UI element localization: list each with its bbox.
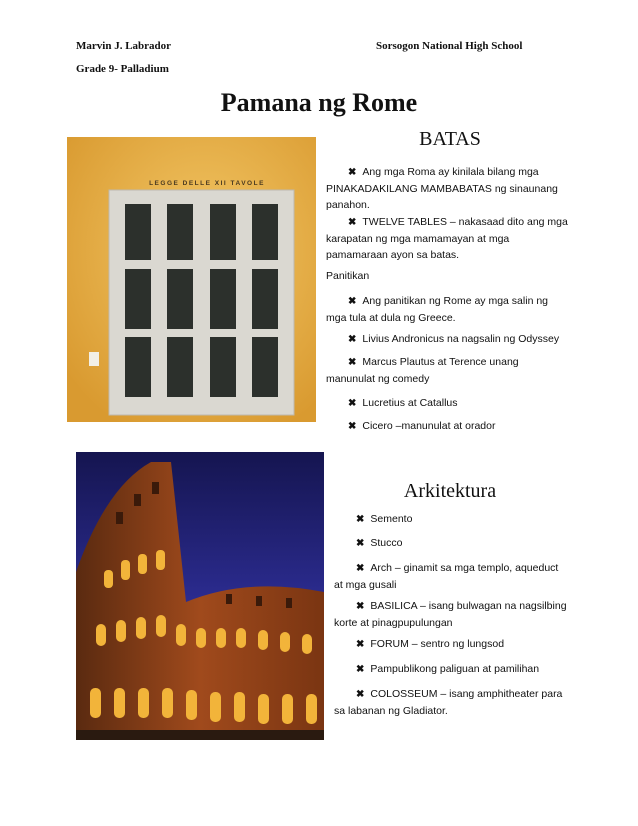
x-mark-icon: ✖ xyxy=(348,217,357,228)
list-item: ✖ BASILICA – isang bulwagan na nagsilbing korte at pinagpupulungan xyxy=(334,600,567,629)
x-mark-icon: ✖ xyxy=(356,664,365,675)
x-mark-icon: ✖ xyxy=(356,538,365,549)
list-item: ✖ Marcus Plautus at Terence unang manunulat ng comedy xyxy=(326,356,519,385)
arkitektura-heading: Arkitektura xyxy=(403,480,497,502)
list-item: ✖ Livius Andronicus na nagsalin ng Odyssey xyxy=(348,333,560,345)
tables-inscription: LEGGE DELLE XII TAVOLE xyxy=(149,180,265,187)
list-item: ✖ COLOSSEUM – isang amphitheater para sa labanan ng Gladiator. xyxy=(334,688,563,717)
page-title: Pamana ng Rome xyxy=(220,88,418,117)
list-item: ✖ Stucco xyxy=(356,537,403,549)
list-item: ✖ Ang panitikan ng Rome ay mga salin ng mga tula at dula ng Greece. xyxy=(326,295,549,324)
x-mark-icon: ✖ xyxy=(348,167,357,178)
list-item: ✖ TWELVE TABLES – nakasaad dito ang mga karapatan ng mga mamamayan at mga pamamaraan ayon sa batas. xyxy=(326,216,568,261)
panitikan-heading: Panitikan xyxy=(326,270,370,282)
colosseum-image xyxy=(76,452,324,740)
x-mark-icon: ✖ xyxy=(356,601,365,612)
author-name: Marvin J. Labrador xyxy=(76,40,172,52)
twelve-tables-image xyxy=(67,137,316,422)
x-mark-icon: ✖ xyxy=(356,689,365,700)
list-item: ✖ Semento xyxy=(356,513,413,525)
x-mark-icon: ✖ xyxy=(348,357,357,368)
x-mark-icon: ✖ xyxy=(356,563,365,574)
grade-section: Grade 9- Palladium xyxy=(76,63,169,75)
list-item: ✖ Pampublikong paliguan at pamilihan xyxy=(356,663,540,675)
x-mark-icon: ✖ xyxy=(348,334,357,345)
school-name: Sorsogon National High School xyxy=(376,40,523,52)
x-mark-icon: ✖ xyxy=(348,398,357,409)
batas-heading: BATAS xyxy=(419,128,481,150)
list-item: ✖ Arch – ginamit sa mga templo, aqueduct at mga gusali xyxy=(334,562,559,591)
x-mark-icon: ✖ xyxy=(356,514,365,525)
list-item: ✖ Cicero –manunulat at orador xyxy=(348,420,496,432)
x-mark-icon: ✖ xyxy=(356,639,365,650)
list-item: ✖ Ang mga Roma ay kinilala bilang mga PINAKADAKILANG MAMBABATAS ng sinaunang panahon. xyxy=(326,166,558,211)
list-item: ✖ FORUM – sentro ng lungsod xyxy=(356,638,505,650)
x-mark-icon: ✖ xyxy=(348,296,357,307)
x-mark-icon: ✖ xyxy=(348,421,357,432)
list-item: ✖ Lucretius at Catallus xyxy=(348,397,458,409)
